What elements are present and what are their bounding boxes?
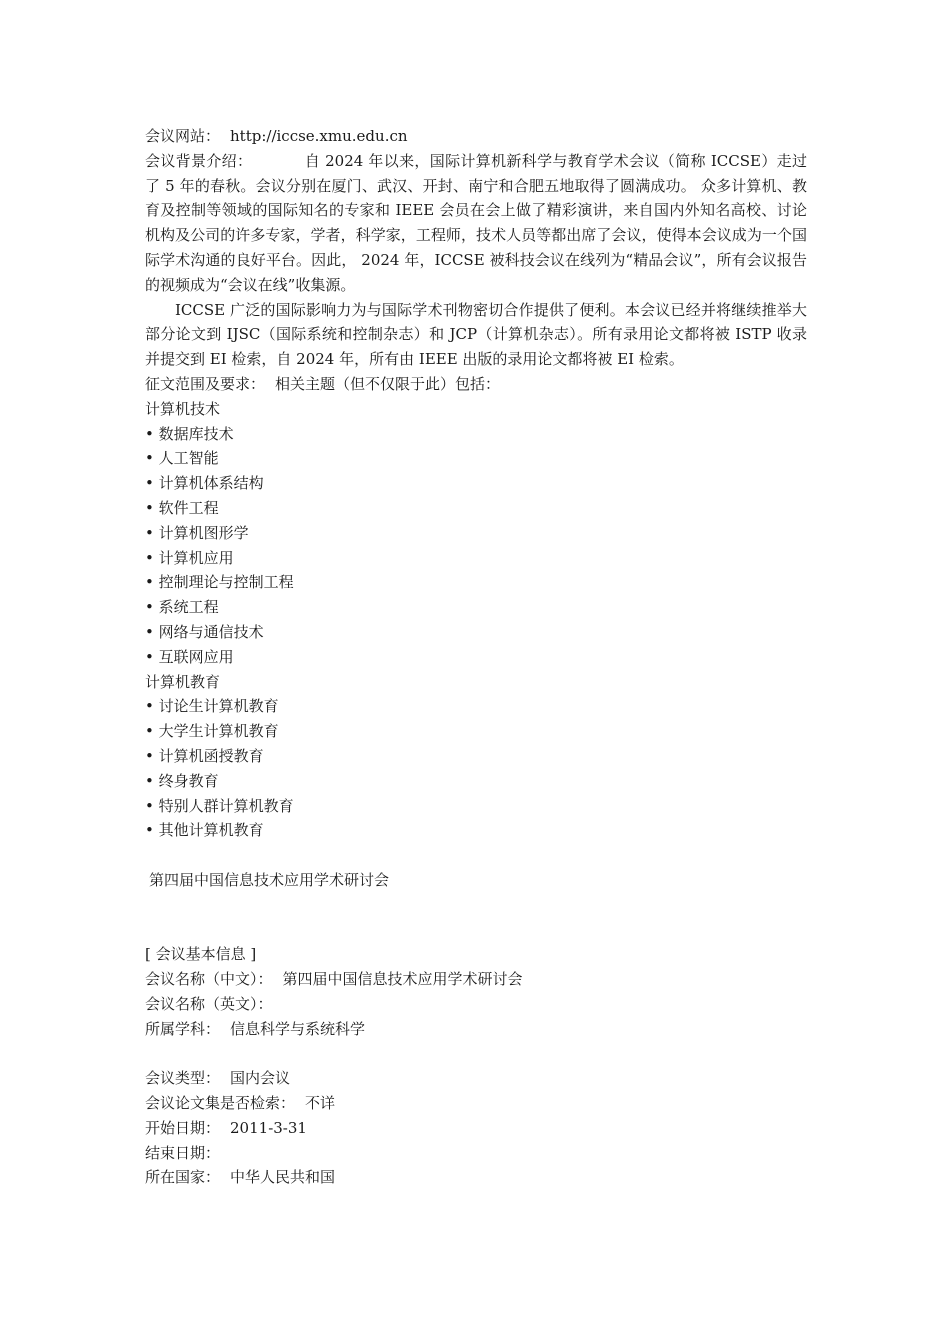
list-item: • 控制理论与控制工程 bbox=[145, 573, 294, 592]
website-label: 会议网站： bbox=[145, 127, 221, 145]
background-text-1: 自 2024 年以来，国际计算机新科学与教育学术会议（简称 ICCSE）走过了 5 年的春秋。会议分别在厦门、武汉、开封、南宁和合肥五地取得了圆满成功。 众多计算机、教育及控制等领域的国际知名的专家和 IEEE 会员在会上做了精彩演讲，来自国内外知名高校、讨论机构及公司的许多专家，学者，科学家，工程师，技术人员等都出席了会议，使得本会议成为一个国际学术沟通的良好平台。因此， 2024 年，ICCSE 被科技会议在线列为“精品会议”，所有会议报告的视频成为“会议在线”收集源。 bbox=[145, 151, 807, 294]
type-line bbox=[145, 1066, 807, 1091]
topic-heading-computer-tech: 计算机技术 bbox=[145, 399, 221, 418]
spacer bbox=[145, 918, 807, 943]
subject-line bbox=[145, 1017, 807, 1042]
subject-label: 所属学科： bbox=[145, 1019, 221, 1038]
website-url[interactable]: http://iccse.xmu.edu.cn bbox=[230, 127, 408, 145]
indexed-value: 不详 bbox=[305, 1094, 336, 1113]
scope-label: 征文范围及要求： bbox=[145, 374, 266, 393]
start-date-line bbox=[145, 1116, 807, 1141]
end-date-label: 结束日期： bbox=[145, 1143, 221, 1162]
list-item: • 终身教育 bbox=[145, 771, 219, 790]
name-en-label: 会议名称（英文）： bbox=[145, 994, 273, 1013]
list-item: • 大学生计算机教育 bbox=[145, 722, 279, 741]
start-date-value: 2011-3-31 bbox=[230, 1118, 307, 1137]
spacer bbox=[145, 1041, 807, 1066]
country-value: 中华人民共和国 bbox=[230, 1168, 336, 1187]
list-item: • 软件工程 bbox=[145, 498, 219, 517]
indexed-line bbox=[145, 1091, 807, 1116]
list-item: • 计算机体系结构 bbox=[145, 474, 264, 493]
type-value: 国内会议 bbox=[230, 1069, 291, 1088]
country-line bbox=[145, 1165, 807, 1190]
list-item: • 数据库技术 bbox=[145, 424, 234, 443]
indexed-label: 会议论文集是否检索： bbox=[145, 1094, 296, 1113]
start-date-label: 开始日期： bbox=[145, 1118, 221, 1137]
website-line bbox=[145, 124, 807, 149]
list-item: • 互联网应用 bbox=[145, 647, 234, 666]
background-paragraph-1 bbox=[145, 149, 807, 298]
list-item: • 讨论生计算机教育 bbox=[145, 697, 279, 716]
document-page bbox=[145, 124, 807, 1190]
type-label: 会议类型： bbox=[145, 1069, 221, 1088]
name-cn-line bbox=[145, 967, 807, 992]
name-en-line bbox=[145, 992, 807, 1017]
country-label: 所在国家： bbox=[145, 1168, 221, 1187]
scope-text: 相关主题（但不仅限于此）包括： bbox=[275, 374, 501, 393]
list-item: • 计算机应用 bbox=[145, 548, 234, 567]
conference-title: 第四届中国信息技术应用学术研讨会 bbox=[149, 870, 390, 889]
list-item: • 系统工程 bbox=[145, 598, 219, 617]
basic-info-header: [ 会议基本信息 ] bbox=[145, 945, 257, 964]
list-item: • 其他计算机教育 bbox=[145, 821, 264, 840]
name-cn-value: 第四届中国信息技术应用学术研讨会 bbox=[282, 970, 523, 989]
list-item: • 计算机图形学 bbox=[145, 523, 249, 542]
list-item: • 特别人群计算机教育 bbox=[145, 796, 294, 815]
spacer bbox=[145, 843, 807, 868]
list-item: • 计算机函授教育 bbox=[145, 746, 264, 765]
list-item: • 网络与通信技术 bbox=[145, 622, 264, 641]
background-label: 会议背景介绍： bbox=[145, 151, 253, 170]
spacer bbox=[145, 893, 807, 918]
subject-value: 信息科学与系统科学 bbox=[230, 1019, 366, 1038]
topic-heading-computer-education: 计算机教育 bbox=[145, 672, 221, 691]
scope-line bbox=[145, 372, 807, 397]
name-cn-label: 会议名称（中文）： bbox=[145, 970, 273, 989]
background-paragraph-2: ICCSE 广泛的国际影响力为与国际学术刊物密切合作提供了便利。本会议已经并将继续推举大部分论文到 IJSC（国际系统和控制杂志）和 JCP（计算机杂志）。所有录用论文都将被 ISTP 收录并提交到 EI 检索，自 2024 年，所有由 IEEE 出版的录用论文都将被 EI 检索。 bbox=[145, 300, 807, 369]
list-item: • 人工智能 bbox=[145, 449, 219, 468]
end-date-line bbox=[145, 1141, 807, 1166]
